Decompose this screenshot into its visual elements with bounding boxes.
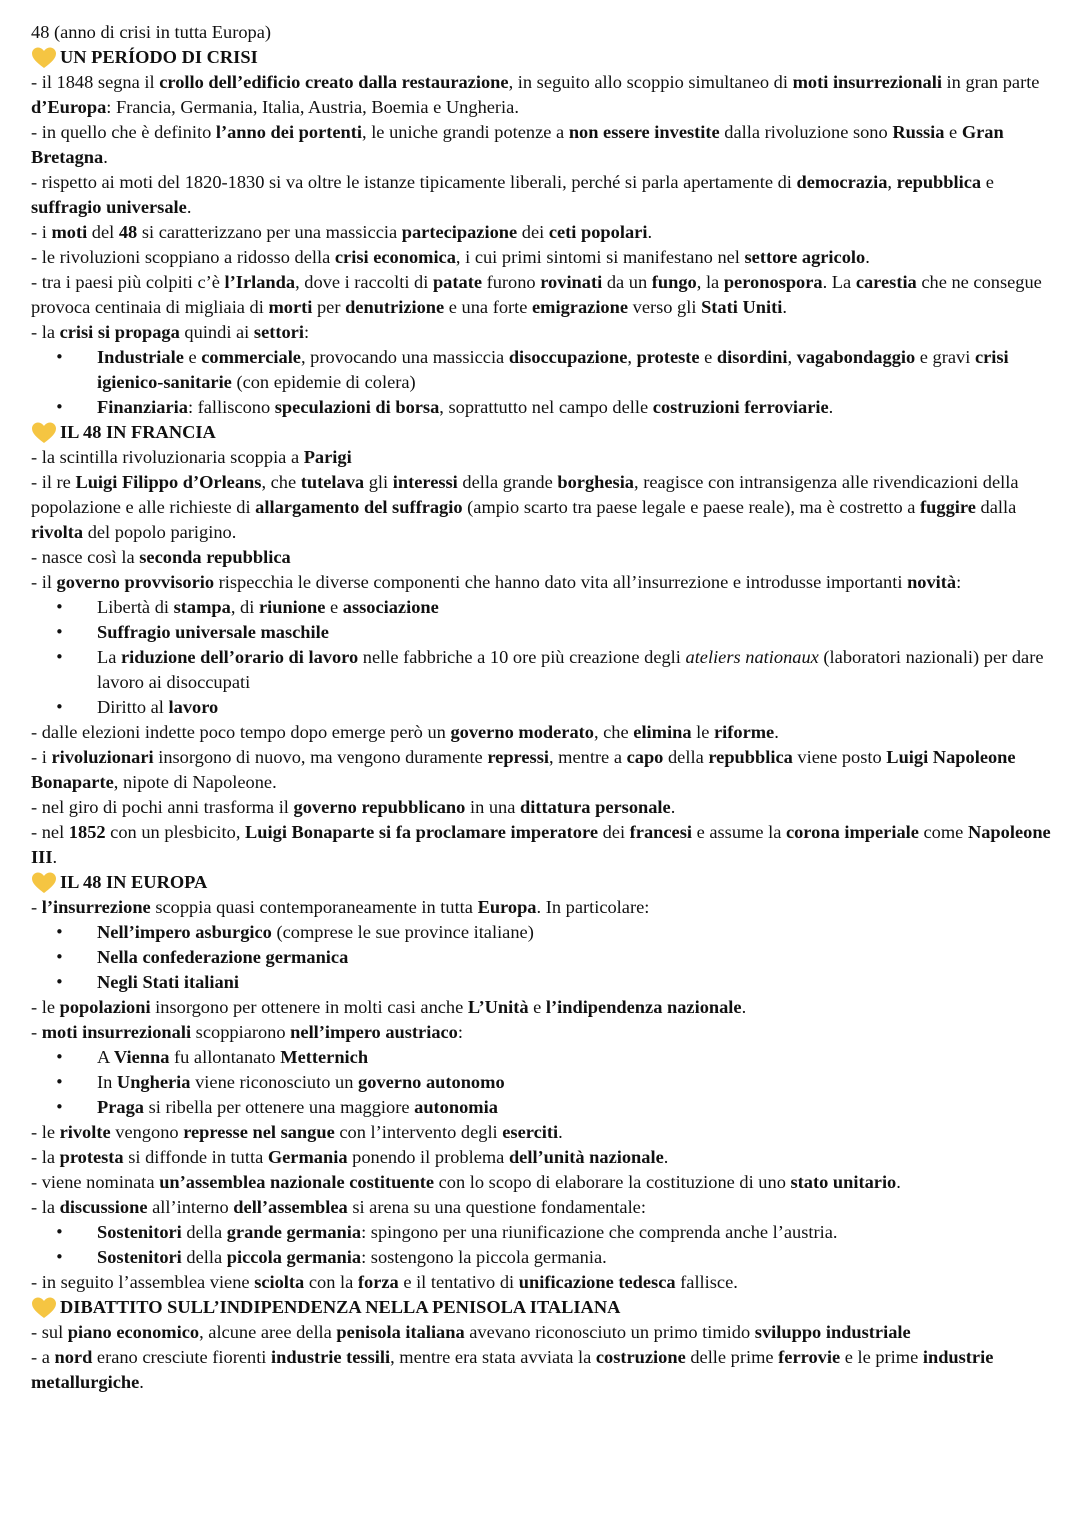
bullet-item: • La riduzione dell’orario di lavoro nelle fabbriche a 10 ore più creazione degli ateliers nationaux (laboratori nazionali) per dare lavoro ai disoccupati	[31, 645, 1054, 695]
bullet-list	[31, 595, 1054, 720]
bullet-item: • Finanziaria: falliscono speculazioni di borsa, soprattutto nel campo delle costruzioni ferroviarie.	[31, 395, 1054, 420]
yellow-heart-icon	[31, 46, 57, 70]
bullet-item: • Negli Stati italiani	[31, 970, 1054, 995]
bullet-item: • A Vienna fu allontanato Metternich	[31, 1045, 1054, 1070]
bullet-item: • Nella confederazione germanica	[31, 945, 1054, 970]
bullet-item: • Sostenitori della grande germania: spingono per una riunificazione che comprenda anche l’austria.	[31, 1220, 1054, 1245]
section-heading	[31, 420, 1054, 445]
bullet-list	[31, 1045, 1054, 1120]
note-line: - rispetto ai moti del 1820-1830 si va oltre le istanze tipicamente liberali, perché si parla apertamente di democrazia, repubblica e suffragio universale.	[31, 172, 994, 217]
note-line: - le popolazioni insorgono per ottenere in molti casi anche L’Unità e l’indipendenza nazionale.	[31, 997, 747, 1017]
note-line: - nel giro di pochi anni trasforma il governo repubblicano in una dittatura personale.	[31, 797, 676, 817]
yellow-heart-icon	[31, 421, 57, 445]
bullet-item: • Industriale e commerciale, provocando una massiccia disoccupazione, proteste e disordini, vagabondaggio e gravi crisi igienico-sanitarie (con epidemie di colera)	[31, 345, 1054, 395]
section-title: IL 48 IN EUROPA	[60, 872, 208, 892]
section-title: IL 48 IN FRANCIA	[60, 422, 216, 442]
note-line: - i rivoluzionari insorgono di nuovo, ma vengono duramente repressi, mentre a capo della repubblica viene posto Luigi Napoleone Bonaparte, nipote di Napoleone.	[31, 747, 1016, 792]
note-line: - le rivoluzioni scoppiano a ridosso della crisi economica, i cui primi sintomi si manifestano nel settore agricolo.	[31, 247, 870, 267]
note-line: - tra i paesi più colpiti c’è l’Irlanda, dove i raccolti di patate furono rovinati da un fungo, la peronospora. La carestia che ne consegue provoca centinaia di migliaia di morti per denutrizione e una forte emigrazione verso gli Stati Uniti.	[31, 272, 1042, 317]
note-line: - nasce così la seconda repubblica	[31, 547, 291, 567]
bullet-item: • Sostenitori della piccola germania: sostengono la piccola germania.	[31, 1245, 1054, 1270]
note-line: - i moti del 48 si caratterizzano per una massiccia partecipazione dei ceti popolari.	[31, 222, 653, 242]
note-line: - sul piano economico, alcune aree della penisola italiana avevano riconosciuto un primo timido sviluppo industriale	[31, 1322, 911, 1342]
note-line: - moti insurrezionali scoppiarono nell’impero austriaco:	[31, 1022, 464, 1042]
sections-container	[31, 45, 1054, 1395]
note-line: - il re Luigi Filippo d’Orleans, che tutelava gli interessi della grande borghesia, reagisce con intransigenza alle rivendicazioni della popolazione e alle richieste di allargamento del suffragio (ampio scarto tra paese legale e paese reale), ma è costretto a fuggire dalla rivolta del popolo parigino.	[31, 472, 1019, 542]
bullet-item: • Libertà di stampa, di riunione e associazione	[31, 595, 1054, 620]
note-line: - le rivolte vengono represse nel sangue con l’intervento degli eserciti.	[31, 1122, 563, 1142]
section-title: DIBATTITO SULL’INDIPENDENZA NELLA PENISOLA ITALIANA	[60, 1297, 621, 1317]
note-line: - il 1848 segna il crollo dell’edificio creato dalla restaurazione, in seguito allo scoppio simultaneo di moti insurrezionali in gran parte d’Europa: Francia, Germania, Italia, Austria, Boemia e Ungheria.	[31, 72, 1040, 117]
note-line: - nel 1852 con un plesbicito, Luigi Bonaparte si fa proclamare imperatore dei francesi e assume la corona imperiale come Napoleone III.	[31, 822, 1051, 867]
note-line: - la crisi si propaga quindi ai settori:	[31, 322, 310, 342]
note-line: - in quello che è definito l’anno dei portenti, le uniche grandi potenze a non essere investite dalla rivoluzione sono Russia e Gran Bretagna.	[31, 122, 1004, 167]
bullet-list	[31, 920, 1054, 995]
bullet-item: • In Ungheria viene riconosciuto un governo autonomo	[31, 1070, 1054, 1095]
bullet-item: • Nell’impero asburgico (comprese le sue province italiane)	[31, 920, 1054, 945]
note-line: - l’insurrezione scoppia quasi contemporaneamente in tutta Europa. In particolare:	[31, 897, 650, 917]
bullet-item: • Suffragio universale maschile	[31, 620, 1054, 645]
note-line: - la discussione all’interno dell’assemblea si arena su una questione fondamentale:	[31, 1197, 646, 1217]
note-line: - viene nominata un’assemblea nazionale costituente con lo scopo di elaborare la costituzione di uno stato unitario.	[31, 1172, 901, 1192]
section-heading	[31, 45, 1054, 70]
yellow-heart-icon	[31, 1296, 57, 1320]
yellow-heart-icon	[31, 871, 57, 895]
intro-line: 48 (anno di crisi in tutta Europa)	[31, 22, 272, 42]
note-line: - dalle elezioni indette poco tempo dopo emerge però un governo moderato, che elimina le riforme.	[31, 722, 779, 742]
section-heading	[31, 1295, 1054, 1320]
note-line: - in seguito l’assemblea viene sciolta con la forza e il tentativo di unificazione tedesca fallisce.	[31, 1272, 738, 1292]
note-line: - la scintilla rivoluzionaria scoppia a Parigi	[31, 447, 352, 467]
note-line: - il governo provvisorio rispecchia le diverse componenti che hanno dato vita all’insurrezione e introdusse importanti novità:	[31, 572, 962, 592]
bullet-item: • Praga si ribella per ottenere una maggiore autonomia	[31, 1095, 1054, 1120]
bullet-list	[31, 345, 1054, 420]
bullet-list	[31, 1220, 1054, 1270]
note-line: - a nord erano cresciute fiorenti industrie tessili, mentre era stata avviata la costruzione delle prime ferrovie e le prime industrie metallurgiche.	[31, 1347, 994, 1392]
section-heading	[31, 870, 1054, 895]
section-title: UN PERÍODO DI CRISI	[60, 47, 258, 67]
note-line: - la protesta si diffonde in tutta Germania ponendo il problema dell’unità nazionale.	[31, 1147, 669, 1167]
bullet-item: • Diritto al lavoro	[31, 695, 1054, 720]
